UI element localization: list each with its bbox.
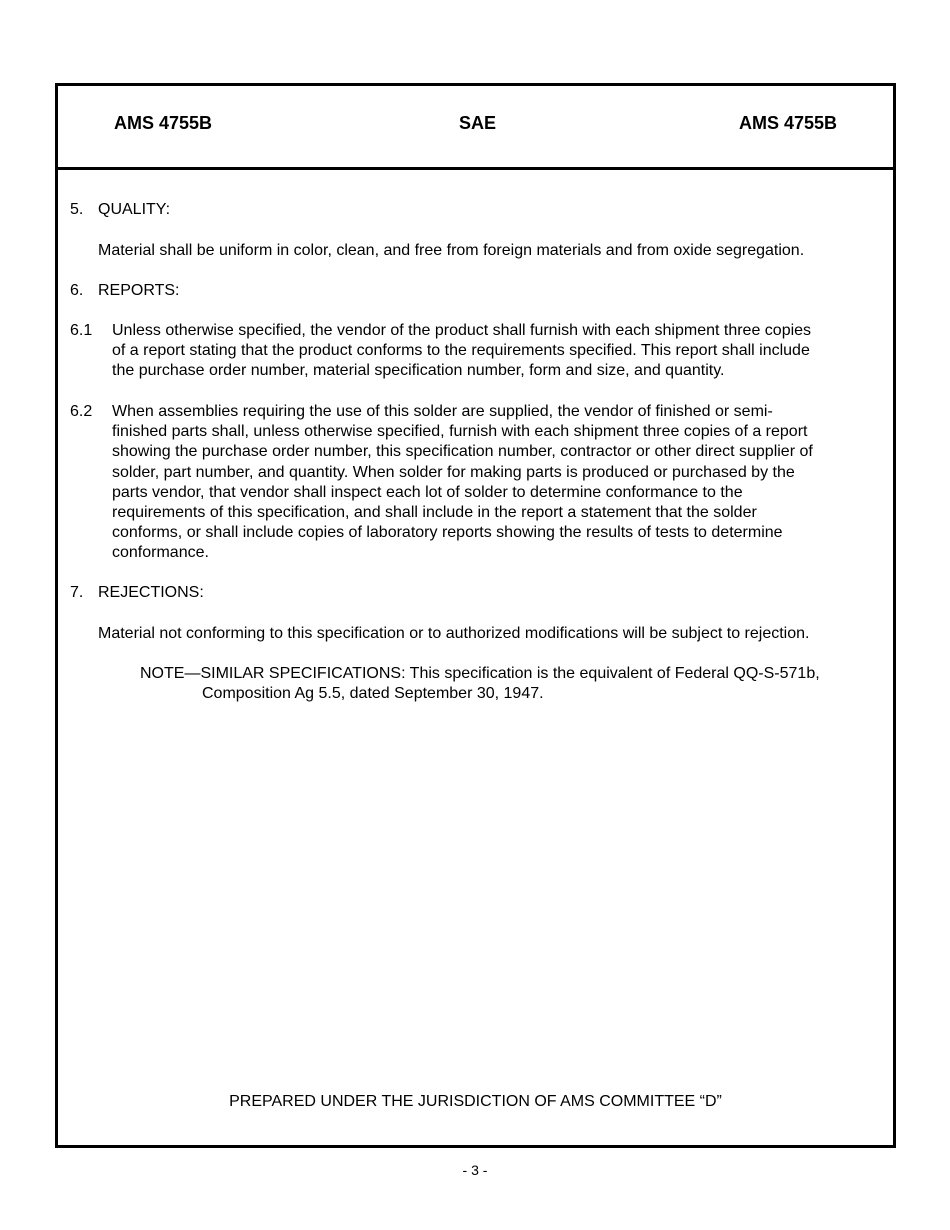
section-6-2-line: parts vendor, that vendor shall inspect each lot of solder to determine conformance to the	[112, 483, 743, 501]
section-6-title: REPORTS:	[98, 282, 180, 299]
section-6-2-line: conformance.	[112, 544, 209, 562]
section-6-2-line: finished parts shall, unless otherwise specified, furnish with each shipment three copies of a report	[112, 423, 808, 441]
section-6-2-number: 6.2	[70, 403, 93, 420]
section-6-2-line: showing the purchase order number, this specification number, contractor or other direct supplier of	[112, 443, 813, 461]
section-5-number: 5.	[70, 201, 84, 218]
section-6-1-line: the purchase order number, material specification number, form and size, and quantity.	[112, 362, 725, 380]
section-6-1-line: Unless otherwise specified, the vendor of the product shall furnish with each shipment three copies	[112, 322, 812, 339]
section-6-2-line: conforms, or shall include copies of laboratory reports showing the results of tests to determine	[112, 524, 783, 542]
section-6-2-paragraph	[112, 402, 813, 564]
section-6-2-line: When assemblies requiring the use of this solder are supplied, the vendor of finished or semi-	[112, 403, 773, 420]
section-5-text: Material shall be uniform in color, clean, and free from foreign materials and from oxide segregation.	[98, 242, 805, 259]
similar-specifications-note-line-2: Composition Ag 5.5, dated September 30, 1947.	[202, 685, 544, 702]
header-doc-id-left: AMS 4755B	[114, 113, 213, 133]
page-number: - 3 -	[462, 1162, 488, 1178]
section-7-title: REJECTIONS:	[98, 584, 204, 601]
section-6-2-line: requirements of this specification, and shall include in the report a statement that the solder	[112, 504, 757, 522]
jurisdiction-statement: PREPARED UNDER THE JURISDICTION OF AMS COMMITTEE “D”	[229, 1093, 722, 1110]
section-6-number: 6.	[70, 282, 84, 299]
header-doc-id-right: AMS 4755B	[739, 113, 838, 133]
page-frame	[55, 83, 896, 1148]
header-org: SAE	[459, 113, 497, 133]
section-5-title: QUALITY:	[98, 201, 171, 218]
page-header	[58, 86, 893, 170]
section-6-1-number: 6.1	[70, 322, 93, 339]
similar-specifications-note-line-1: NOTE—SIMILAR SPECIFICATIONS: This specification is the equivalent of Federal QQ-S-571b,	[140, 665, 820, 682]
section-6-1-paragraph	[112, 321, 811, 382]
section-7-number: 7.	[70, 584, 84, 601]
section-7-text: Material not conforming to this specification or to authorized modifications will be subject to rejection.	[98, 625, 810, 642]
section-6-2-line: solder, part number, and quantity. When solder for making parts is produced or purchased by the	[112, 463, 795, 481]
section-6-1-line: of a report stating that the product conforms to the requirements specified. This report shall include	[112, 342, 810, 360]
